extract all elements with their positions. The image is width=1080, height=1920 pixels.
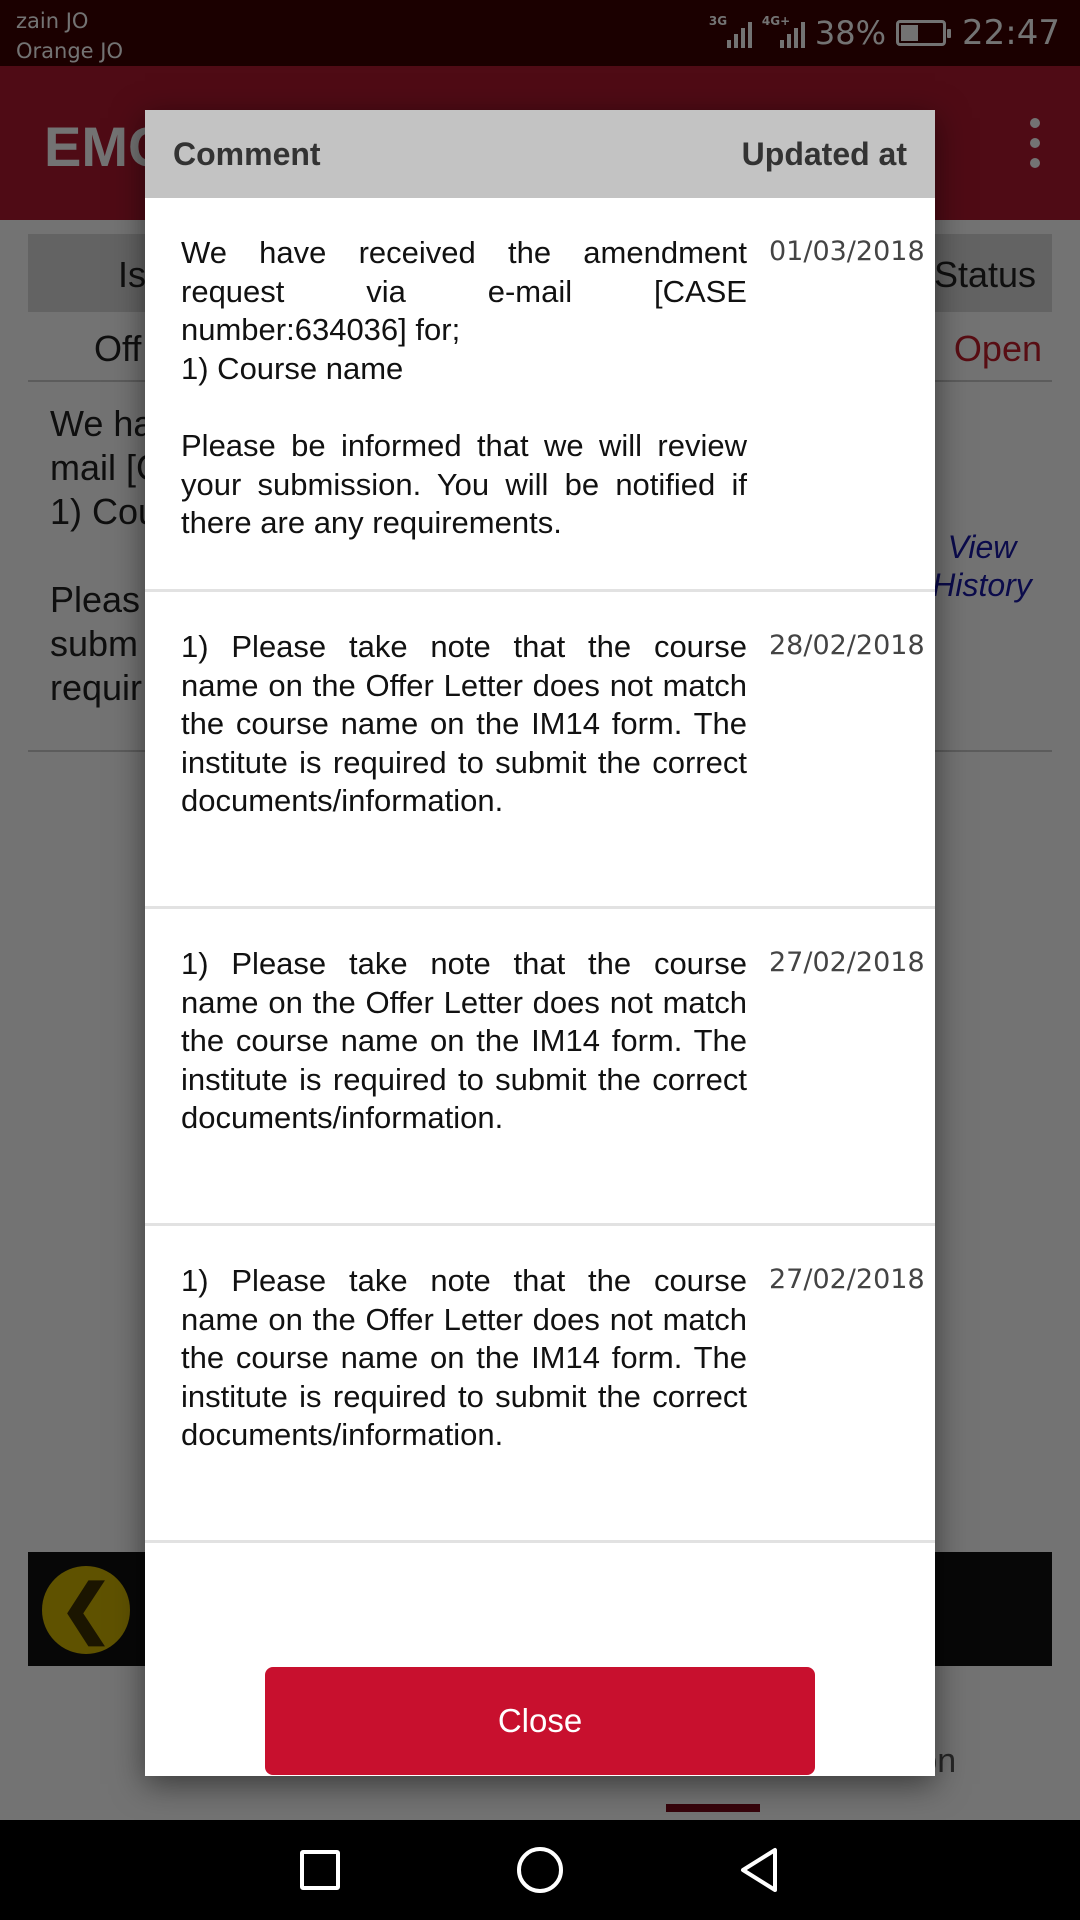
comment-list[interactable] xyxy=(145,198,935,1543)
comment-date: 27/02/2018 xyxy=(769,1264,925,1295)
comment-history-dialog xyxy=(145,110,935,1776)
system-nav-bar xyxy=(0,1820,1080,1920)
close-button[interactable]: Close xyxy=(265,1667,815,1775)
comment-date: 28/02/2018 xyxy=(769,630,925,661)
recents-button[interactable] xyxy=(270,1820,370,1920)
home-button[interactable] xyxy=(490,1820,590,1920)
triangle-back-icon xyxy=(735,1845,785,1895)
dialog-header xyxy=(145,110,935,198)
comment-text: 1) Please take note that the course name on the Offer Letter does not match the course name on the IM14 form. The institute is required to submit the correct documents/information. xyxy=(181,629,747,819)
back-button[interactable] xyxy=(710,1820,810,1920)
header-updated-at: Updated at xyxy=(741,136,907,172)
list-item xyxy=(145,1226,935,1543)
comment-text: 1) Please take note that the course name on the Offer Letter does not match the course name on the IM14 form. The institute is required to submit the correct documents/information. xyxy=(181,946,747,1136)
list-item xyxy=(145,592,935,909)
comment-date: 27/02/2018 xyxy=(769,947,925,978)
list-item xyxy=(145,198,935,592)
list-item xyxy=(145,909,935,1226)
comment-text: We have received the amendment request via e-mail [CASE number:634036] for; 1) Course name Please be informed that we will review your submission. You will be notified if there are any requirements. xyxy=(181,235,747,541)
header-comment: Comment xyxy=(173,136,321,172)
circle-icon xyxy=(517,1847,563,1893)
square-icon xyxy=(300,1850,340,1890)
comment-text: 1) Please take note that the course name on the Offer Letter does not match the course name on the IM14 form. The institute is required to submit the correct documents/information. xyxy=(181,1263,747,1453)
comment-date: 01/03/2018 xyxy=(769,236,925,267)
